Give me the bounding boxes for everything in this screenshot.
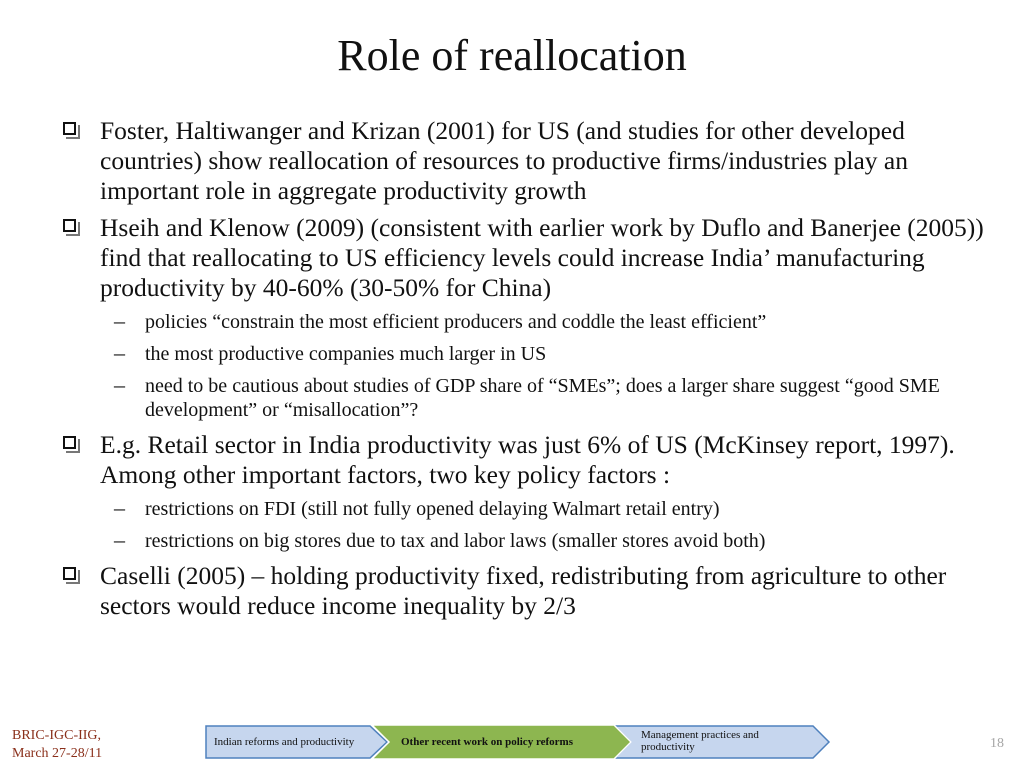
bullet-text: Hseih and Klenow (2009) (consistent with earlier work by Duflo and Banerjee (2005)) find that reallocating to US efficiency levels could increase India’ manufacturing productivity by 40-60% (30-50% for China) (100, 213, 984, 302)
progress-navigation (205, 722, 845, 762)
slide-title: Role of reallocation (337, 31, 687, 80)
bullet-item (62, 213, 997, 303)
bullet-text: E.g. Retail sector in India productivity was just 6% of US (McKinsey report, 1997). Among other important factors, two key policy factors : (100, 430, 955, 489)
sub-bullet-list (62, 497, 997, 553)
page-number: 18 (990, 736, 1004, 751)
dash-bullet-icon: – (114, 308, 125, 333)
sub-bullet-text: restrictions on FDI (still not fully opened delaying Walmart retail entry) (145, 498, 720, 520)
hollow-square-bullet-icon (63, 219, 76, 232)
nav-step-1-label: Indian reforms and productivity (214, 736, 355, 748)
sub-bullet-item (62, 497, 997, 521)
dash-bullet-icon: – (114, 372, 125, 397)
sub-bullet-text: the most productive companies much larger in US (145, 343, 547, 365)
dash-bullet-icon: – (114, 495, 125, 520)
footer-conference-label (12, 727, 102, 763)
bullet-item (62, 561, 997, 621)
sub-bullet-item (62, 374, 997, 422)
dash-bullet-icon: – (114, 527, 125, 552)
bullet-item (62, 430, 997, 490)
bullet-list (62, 116, 997, 628)
hollow-square-bullet-icon (63, 567, 76, 580)
nav-step-3-label: Management practices and productivity (641, 729, 759, 753)
sub-bullet-text: need to be cautious about studies of GDP share of “SMEs”; does a larger share suggest “good SME development” or “misallocation”? (145, 375, 940, 421)
bullet-text: Caselli (2005) – holding productivity fixed, redistributing from agriculture to other sectors would reduce income inequality by 2/3 (100, 561, 947, 620)
nav-step-2-label: Other recent work on policy reforms (401, 736, 573, 748)
sub-bullet-list (62, 310, 997, 422)
sub-bullet-text: policies “constrain the most efficient producers and coddle the least efficient” (145, 311, 767, 333)
bullet-item (62, 116, 997, 206)
sub-bullet-item (62, 342, 997, 366)
sub-bullet-item (62, 529, 997, 553)
footer-line-2: March 27-28/11 (12, 746, 103, 761)
sub-bullet-text: restrictions on big stores due to tax and labor laws (smaller stores avoid both) (145, 530, 766, 552)
hollow-square-bullet-icon (63, 122, 76, 135)
sub-bullet-item (62, 310, 997, 334)
bullet-text: Foster, Haltiwanger and Krizan (2001) for US (and studies for other developed countries) show reallocation of resources to productive firms/industries play an important role in aggregate productivity growth (100, 116, 908, 205)
footer-line-1: BRIC-IGC-IIG, (12, 728, 102, 743)
hollow-square-bullet-icon (63, 436, 76, 449)
dash-bullet-icon: – (114, 340, 125, 365)
